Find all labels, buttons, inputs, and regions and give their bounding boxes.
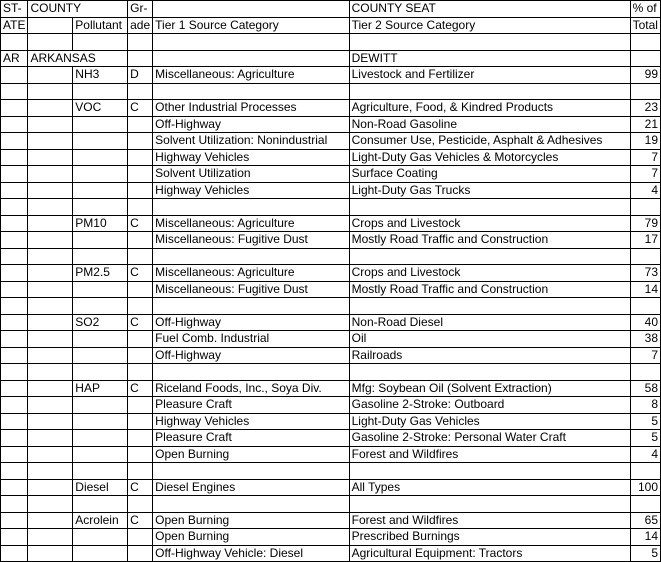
grade-cell [128, 446, 153, 463]
pollutant-cell [73, 133, 128, 150]
grade-cell [128, 397, 153, 414]
table-row [1, 397, 661, 414]
grade-cell [128, 182, 153, 199]
percent-cell: 7 [630, 166, 660, 183]
tier2-cell: Oil [349, 331, 630, 348]
header-cell: Total [630, 17, 660, 34]
tier1-cell: Miscellaneous: Agriculture [153, 265, 349, 282]
empty-cell [1, 215, 28, 232]
grade-cell [128, 413, 153, 430]
grade-cell [128, 149, 153, 166]
tier2-cell: Agriculture, Food, & Kindred Products [349, 100, 630, 117]
pollutant-cell [73, 545, 128, 562]
grade-cell: C [128, 265, 153, 282]
header-cell: Tier 1 Source Category [153, 17, 349, 34]
empty-cell [1, 529, 28, 546]
grade-cell [128, 529, 153, 546]
tier2-cell: Mostly Road Traffic and Construction [349, 232, 630, 249]
pollutant-cell [73, 347, 128, 364]
pollutant-cell: HAP [73, 380, 128, 397]
empty-cell [1, 347, 28, 364]
table-row [1, 265, 661, 282]
tier1-cell: Highway Vehicles [153, 182, 349, 199]
tier2-cell: Mfg: Soybean Oil (Solvent Extraction) [349, 380, 630, 397]
percent-cell: 5 [630, 413, 660, 430]
pollutant-cell [73, 166, 128, 183]
pollutant-cell: PM10 [73, 215, 128, 232]
empty-cell [28, 545, 73, 562]
empty-cell [28, 347, 73, 364]
tier1-cell: Off-Highway [153, 314, 349, 331]
grade-cell [128, 347, 153, 364]
header-cell: Gr- [128, 1, 153, 18]
header-cell: Pollutant [73, 17, 128, 34]
pollutant-cell [73, 529, 128, 546]
empty-cell [28, 314, 73, 331]
table-row [1, 430, 661, 447]
empty-cell [1, 232, 28, 249]
pollutant-cell [73, 281, 128, 298]
empty-cell [1, 265, 28, 282]
spacer-row [1, 83, 661, 100]
empty-cell [1, 512, 28, 529]
percent-cell: 5 [630, 430, 660, 447]
empty-cell [28, 512, 73, 529]
grade-cell [128, 116, 153, 133]
header-row-2 [1, 17, 661, 34]
header-cell: ade [128, 17, 153, 34]
grade-cell [128, 430, 153, 447]
grade-cell [128, 232, 153, 249]
county-cell: ARKANSAS [28, 50, 128, 67]
percent-cell: 7 [630, 347, 660, 364]
empty-cell [1, 67, 28, 84]
empty-cell [28, 215, 73, 232]
table-row [1, 347, 661, 364]
county-seat-cell: DEWITT [349, 50, 630, 67]
empty-cell [1, 397, 28, 414]
table-row [1, 133, 661, 150]
tier2-cell: All Types [349, 479, 630, 496]
empty-cell [1, 100, 28, 117]
grade-cell: C [128, 479, 153, 496]
empty-cell [1, 545, 28, 562]
empty-cell [28, 380, 73, 397]
empty-cell [28, 232, 73, 249]
grade-cell [128, 331, 153, 348]
table-row [1, 166, 661, 183]
header-row-1 [1, 1, 661, 18]
tier1-cell: Fuel Comb. Industrial [153, 331, 349, 348]
tier2-cell: Forest and Wildfires [349, 512, 630, 529]
tier1-cell: Pleasure Craft [153, 397, 349, 414]
percent-cell: 7 [630, 149, 660, 166]
pollutant-cell [73, 446, 128, 463]
header-cell: ST- [1, 1, 28, 18]
pollutant-cell [73, 430, 128, 447]
table-row [1, 182, 661, 199]
tier2-cell: Mostly Road Traffic and Construction [349, 281, 630, 298]
header-cell [153, 1, 349, 18]
spacer-row [1, 463, 661, 480]
empty-cell [28, 529, 73, 546]
tier1-cell: Miscellaneous: Fugitive Dust [153, 281, 349, 298]
tier2-cell: Livestock and Fertilizer [349, 67, 630, 84]
grade-cell: C [128, 512, 153, 529]
percent-cell: 4 [630, 446, 660, 463]
table-row [1, 67, 661, 84]
tier2-cell: Forest and Wildfires [349, 446, 630, 463]
spacer-row [1, 248, 661, 265]
pollutant-cell: NH3 [73, 67, 128, 84]
empty-cell [28, 479, 73, 496]
header-cell: ATE [1, 17, 28, 34]
pollutant-cell: PM2.5 [73, 265, 128, 282]
grade-cell: D [128, 67, 153, 84]
tier1-cell: Miscellaneous: Agriculture [153, 215, 349, 232]
tier2-cell: Crops and Livestock [349, 215, 630, 232]
empty-cell [28, 133, 73, 150]
table-row [1, 446, 661, 463]
grade-cell: C [128, 380, 153, 397]
empty-cell [28, 397, 73, 414]
pollutant-cell [73, 397, 128, 414]
grade-cell [128, 281, 153, 298]
tier2-cell: Non-Road Gasoline [349, 116, 630, 133]
empty-cell [1, 331, 28, 348]
pollutant-cell [73, 413, 128, 430]
empty-cell [1, 314, 28, 331]
header-cell: COUNTY SEAT [349, 1, 630, 18]
county-row [1, 50, 661, 67]
percent-cell: 5 [630, 545, 660, 562]
tier1-cell: Highway Vehicles [153, 413, 349, 430]
table-row [1, 314, 661, 331]
empty-cell [28, 281, 73, 298]
pollutant-cell [73, 182, 128, 199]
tier1-cell: Open Burning [153, 446, 349, 463]
tier1-cell: Solvent Utilization [153, 166, 349, 183]
empty-cell [28, 413, 73, 430]
pollutant-cell [73, 331, 128, 348]
empty-cell [28, 116, 73, 133]
tier2-cell: Railroads [349, 347, 630, 364]
tier2-cell: Prescribed Burnings [349, 529, 630, 546]
tier2-cell: Light-Duty Gas Vehicles & Motorcycles [349, 149, 630, 166]
percent-cell: 79 [630, 215, 660, 232]
tier2-cell: Light-Duty Gas Vehicles [349, 413, 630, 430]
tier1-cell: Highway Vehicles [153, 149, 349, 166]
state-cell: AR [1, 50, 28, 67]
percent-cell: 21 [630, 116, 660, 133]
empty-cell [28, 446, 73, 463]
spacer-row [1, 364, 661, 381]
grade-cell [128, 545, 153, 562]
percent-cell: 40 [630, 314, 660, 331]
empty-cell [1, 133, 28, 150]
tier1-cell: Open Burning [153, 529, 349, 546]
empty-cell [1, 380, 28, 397]
empty-cell [1, 479, 28, 496]
percent-cell: 73 [630, 265, 660, 282]
empty-cell [1, 182, 28, 199]
table-row [1, 331, 661, 348]
tier1-cell: Riceland Foods, Inc., Soya Div. [153, 380, 349, 397]
percent-cell: 14 [630, 529, 660, 546]
table-row [1, 232, 661, 249]
percent-cell: 100 [630, 479, 660, 496]
pollutant-cell [73, 232, 128, 249]
tier1-cell: Off-Highway [153, 116, 349, 133]
tier1-cell: Diesel Engines [153, 479, 349, 496]
tier2-cell: Non-Road Diesel [349, 314, 630, 331]
percent-cell: 38 [630, 331, 660, 348]
pollutant-cell [73, 116, 128, 133]
spacer-row [1, 496, 661, 513]
percent-cell: 23 [630, 100, 660, 117]
tier1-cell: Open Burning [153, 512, 349, 529]
table-row [1, 512, 661, 529]
pollutant-cell: VOC [73, 100, 128, 117]
percent-cell: 8 [630, 397, 660, 414]
header-cell: COUNTY [28, 1, 128, 18]
tier1-cell: Miscellaneous: Fugitive Dust [153, 232, 349, 249]
empty-cell [28, 67, 73, 84]
tier1-cell: Off-Highway [153, 347, 349, 364]
percent-cell: 14 [630, 281, 660, 298]
tier1-cell: Solvent Utilization: Nonindustrial [153, 133, 349, 150]
pollutant-cell: SO2 [73, 314, 128, 331]
tier1-cell: Pleasure Craft [153, 430, 349, 447]
percent-cell: 58 [630, 380, 660, 397]
tier1-cell: Miscellaneous: Agriculture [153, 67, 349, 84]
empty-cell [28, 331, 73, 348]
header-cell: Tier 2 Source Category [349, 17, 630, 34]
table-row [1, 100, 661, 117]
empty-cell [1, 430, 28, 447]
tier2-cell: Gasoline 2-Stroke: Outboard [349, 397, 630, 414]
tier1-cell: Other Industrial Processes [153, 100, 349, 117]
grade-cell: C [128, 314, 153, 331]
tier2-cell: Consumer Use, Pesticide, Asphalt & Adhesives [349, 133, 630, 150]
empty-cell [1, 166, 28, 183]
table-row [1, 545, 661, 562]
spacer-row [1, 199, 661, 216]
table-row [1, 281, 661, 298]
table-row [1, 380, 661, 397]
tier2-cell: Gasoline 2-Stroke: Personal Water Craft [349, 430, 630, 447]
grade-cell [128, 166, 153, 183]
header-cell: % of [630, 1, 660, 18]
empty-cell [28, 149, 73, 166]
tier2-cell: Agricultural Equipment: Tractors [349, 545, 630, 562]
percent-cell: 65 [630, 512, 660, 529]
table-row [1, 215, 661, 232]
grade-cell [128, 133, 153, 150]
tier2-cell: Light-Duty Gas Trucks [349, 182, 630, 199]
percent-cell: 4 [630, 182, 660, 199]
empty-cell [28, 430, 73, 447]
table-row [1, 413, 661, 430]
spacer-row [1, 34, 661, 51]
percent-cell: 17 [630, 232, 660, 249]
empty-cell [1, 116, 28, 133]
empty-cell [1, 281, 28, 298]
percent-cell: 19 [630, 133, 660, 150]
grade-cell: C [128, 100, 153, 117]
pollutant-cell [73, 149, 128, 166]
empty-cell [28, 265, 73, 282]
spacer-row [1, 298, 661, 315]
tier2-cell: Crops and Livestock [349, 265, 630, 282]
empty-cell [1, 413, 28, 430]
percent-cell: 99 [630, 67, 660, 84]
tier2-cell: Surface Coating [349, 166, 630, 183]
table-row [1, 149, 661, 166]
pollutant-cell: Diesel [73, 479, 128, 496]
empty-cell [28, 166, 73, 183]
tier1-cell: Off-Highway Vehicle: Diesel [153, 545, 349, 562]
table-row [1, 116, 661, 133]
empty-cell [1, 149, 28, 166]
empty-cell [28, 100, 73, 117]
table-row [1, 529, 661, 546]
grade-cell: C [128, 215, 153, 232]
empty-cell [28, 182, 73, 199]
empty-cell [1, 446, 28, 463]
table-row [1, 479, 661, 496]
pollutant-cell: Acrolein [73, 512, 128, 529]
header-cell [28, 17, 73, 34]
